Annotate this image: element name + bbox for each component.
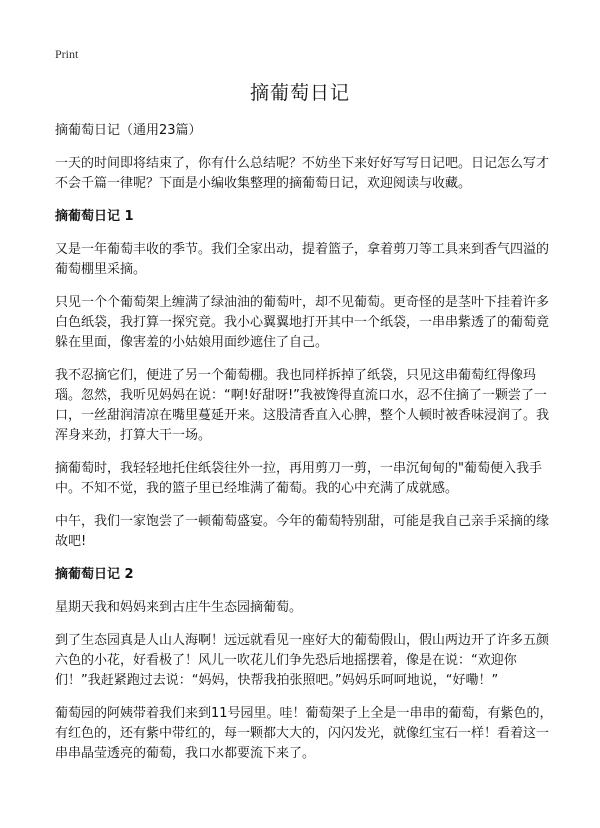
page-title: 摘葡萄日记 [249,82,350,104]
paragraph: 又是一年葡萄丰收的季节。我们全家出动，提着篮子，拿着剪刀等工具来到香气四溢的葡萄棚里采摘。 [55,242,550,277]
paragraph: 星期天我和妈妈来到古庄牛生态园摘葡萄。 [55,600,303,615]
print-link[interactable]: Print [55,47,79,61]
intro-paragraph: 一天的时间即将结束了，你有什么总结呢？不妨坐下来好好写写日记吧。日记怎么写才不会千篇一律呢？下面是小编收集整理的摘葡萄日记，欢迎阅读与收藏。 [55,156,550,191]
article-subtitle: 摘葡萄日记（通用23篇） [55,123,202,138]
section-heading: 摘葡萄日记 1 [55,209,134,224]
article-body [55,121,555,777]
paragraph: 只见一个个葡萄架上缠满了绿油油的葡萄叶，却不见葡萄。更奇怪的是茎叶下挂着许多白色纸袋，我打算一探究竟。我小心翼翼地打开其中一个纸袋，一串串紫透了的葡萄竟躲在里面，像害羞的小姑娘用面纱遮住了自己。 [55,295,550,350]
paragraph: 中午，我们一家饱尝了一顿葡萄盛宴。今年的葡萄特别甜，可能是我自己亲手采摘的缘故吧! [55,514,550,549]
paragraph: 摘葡萄时，我轻轻地托住纸袋往外一拉，再用剪刀一剪，一串沉甸甸的"葡萄便入我手中。不知不觉，我的篮子里已经堆满了葡萄。我的心中充满了成就感。 [55,461,542,496]
paragraph: 葡萄园的阿姨带着我们来到11号园里。哇！葡萄架子上全是一串串的葡萄，有紫色的，有红色的，还有紫中带红的，每一颗都大大的，闪闪发光，就像红宝石一样！看着这一串串晶莹透亮的葡萄，我口水都要流下来了。 [55,706,553,761]
section-heading: 摘葡萄日记 2 [55,567,134,582]
paragraph: 我不忍摘它们，便进了另一个葡萄棚。我也同样拆掉了纸袋，只见这串葡萄红得像玛瑙。忽然，我听见妈妈在说：“啊!好甜呀!”我被馋得直流口水，忍不住摘了一颗尝了一口，一丝甜润清凉在嘴里蔓延开来。这股清香直入心脾，整个人顿时被香味浸润了。我浑身来劲，打算大干一场。 [55,368,550,443]
paragraph: 到了生态园真是人山人海啊！远远就看见一座好大的葡萄假山，假山两边开了许多五颜六色的小花，好看极了！风儿一吹花儿们争先恐后地摇摆着，像是在说：“欢迎你们！”我赶紧跑过去说：“妈妈，快帮我拍张照吧。”妈妈乐呵呵地说，“好嘞！” [55,633,550,688]
